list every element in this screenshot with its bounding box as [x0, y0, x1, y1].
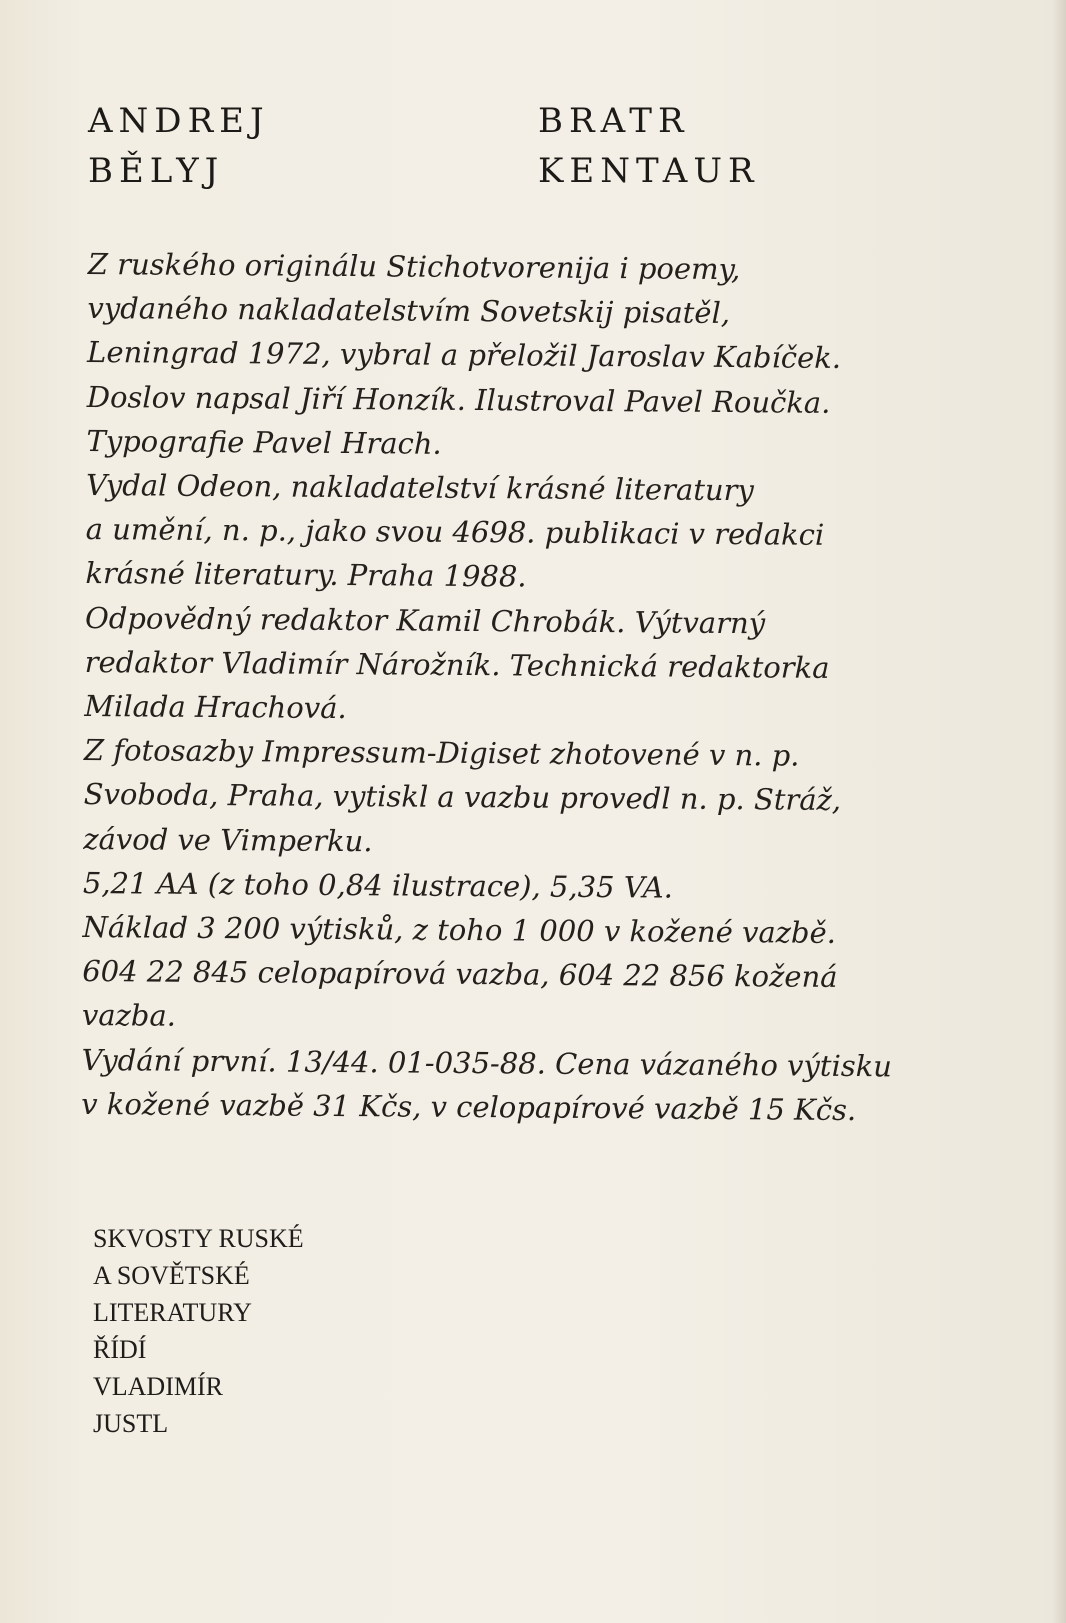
imprint-line: vydaného nakladatelstvím Sovetskij pisatěl, — [87, 291, 731, 331]
imprint-line: Doslov napsal Jiří Honzík. Ilustroval Pavel Roučka. — [86, 379, 831, 420]
book-title — [538, 96, 760, 196]
imprint-line: vazba. — [81, 998, 177, 1034]
imprint-line: Vydání první. 13/44. 01-035-88. Cena vázaného výtisku — [81, 1042, 893, 1083]
series-editor-name: JUSTL — [93, 1409, 169, 1438]
imprint-line: Odpovědný redaktor Kamil Chrobák. Výtvarný — [84, 600, 766, 640]
author-last-name: BĚLYJ — [88, 151, 225, 191]
imprint-line: Typografie Pavel Hrach. — [86, 423, 442, 461]
imprint-line: Vydal Odeon, nakladatelství krásné literatury — [85, 468, 755, 508]
imprint-line: Z ruského originálu Stichotvorenija i poemy, — [87, 246, 741, 287]
page-edge-shadow — [1052, 0, 1066, 1623]
series-editor-label: ŘÍDÍ — [93, 1335, 147, 1364]
author-first-name: ANDREJ — [88, 101, 270, 141]
imprint-line: 5,21 AA (z toho 0,84 ilustrace), 5,35 VA. — [82, 865, 674, 905]
series-name-line: LITERATURY — [93, 1298, 252, 1327]
imprint-line: 604 22 845 celopapírová vazba, 604 22 856 kožená — [82, 954, 838, 995]
imprint-line: Náklad 3 200 výtisků, z toho 1 000 v kožené vazbě. — [82, 910, 837, 950]
imprint-line: v kožené vazbě 31 Kčs, v celopapírové vazbě 15 Kčs. — [81, 1086, 857, 1127]
imprint-block — [81, 242, 1048, 1134]
series-name-line: SKVOSTY RUSKÉ — [93, 1224, 304, 1253]
imprint-line: redaktor Vladimír Nárožník. Technická redaktorka — [84, 644, 830, 685]
imprint-line: krásné literatury. Praha 1988. — [85, 556, 527, 594]
series-credit — [93, 1220, 304, 1442]
title-line-1: BRATR — [538, 101, 690, 141]
imprint-line: a umění, n. p., jako svou 4698. publikaci v redakci — [85, 512, 825, 553]
author-name — [88, 96, 270, 196]
imprint-line: Svoboda, Praha, vytiskl a vazbu provedl n. p. Stráž, — [83, 777, 842, 818]
imprint-line: Z fotosazby Impressum-Digiset zhotovené v n. p. — [83, 733, 800, 773]
series-editor-name: VLADIMÍR — [93, 1372, 223, 1401]
imprint-line: závod ve Vimperku. — [83, 821, 373, 858]
series-name-line: A SOVĚTSKÉ — [93, 1261, 250, 1290]
title-line-2: KENTAUR — [538, 151, 760, 191]
imprint-line: Leningrad 1972, vybral a přeložil Jaroslav Kabíček. — [86, 335, 842, 376]
imprint-line: Milada Hrachová. — [84, 689, 347, 726]
